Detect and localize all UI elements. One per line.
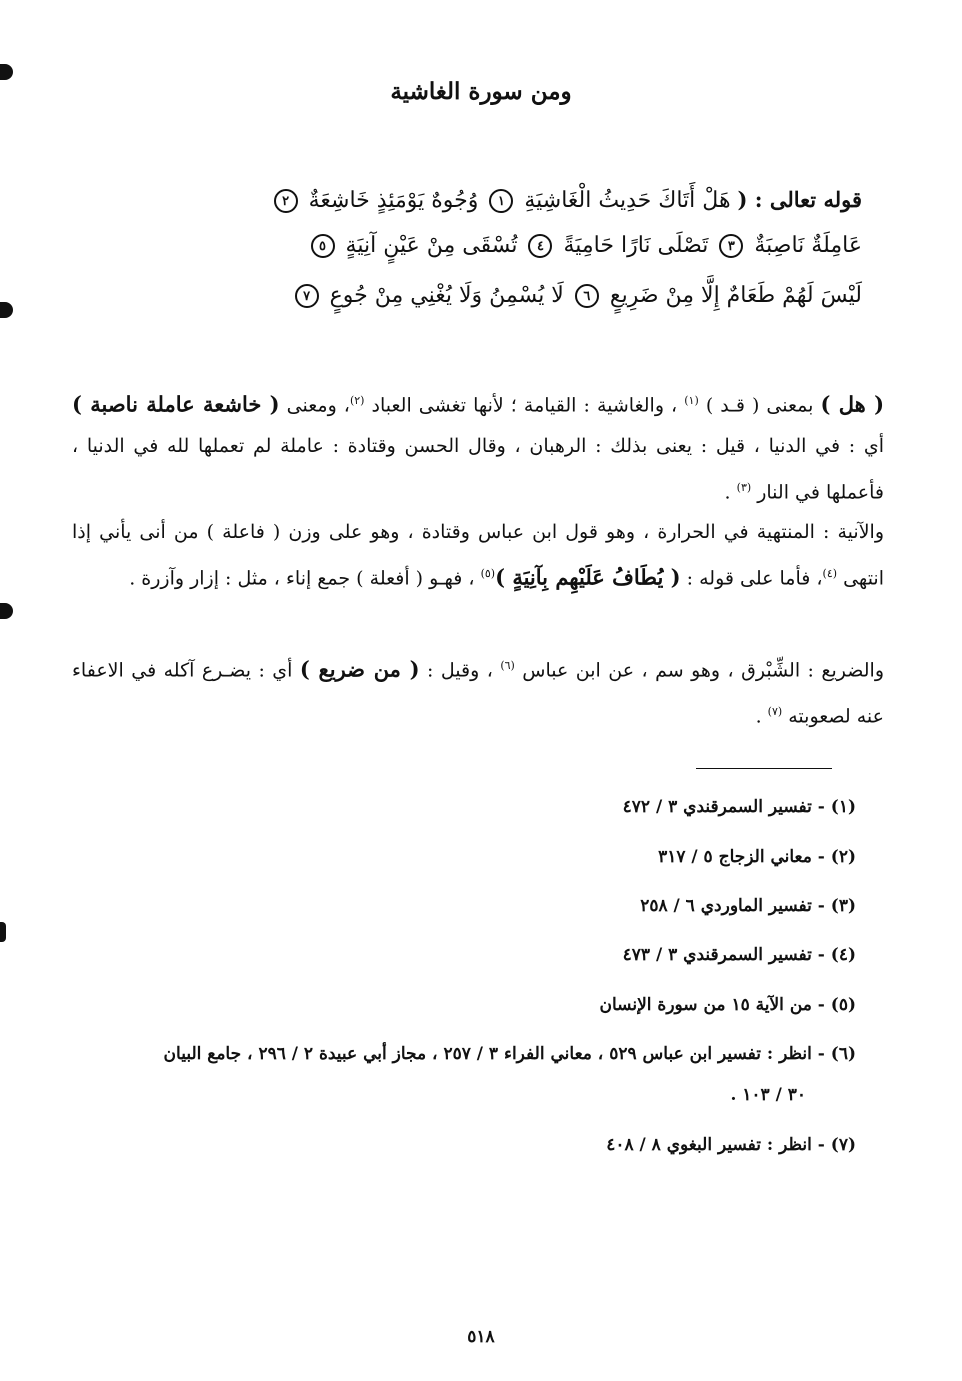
verse-text: وُجُوهٌ يَوْمَئِذٍ خَاشِعَةٌ (308, 188, 479, 213)
footnote-5 (66, 990, 856, 1020)
footnote-3 (66, 891, 856, 921)
footnote-ref: (٣) (736, 481, 752, 495)
footnote-ref: (٧) (767, 705, 783, 719)
quoted-term: ( خاشعة عاملة ناصبة ) (72, 391, 280, 417)
quoted-term: ( من ضريع ) (299, 656, 420, 682)
verse-number-4: ٤ (528, 234, 552, 258)
footnote-text: - تفسير السمرقندي ٣ / ٤٧٣ (622, 945, 825, 965)
verse-text: عَامِلَةٌ نَاصِبَةٌ (754, 233, 862, 258)
body-text: أي : في الدنيا ، قيل : يعنى بذلك : الرهبان ، وقال الحسن وقتادة : عاملة لم تعملها لله في الدنيا ، فأعملها في النار (72, 435, 884, 504)
footnote-text: - انظر : تفسير ابن عباس ٥٢٩ ، معاني الفراء ٣ / ٢٥٧ ، مجاز أبي عبيدة ٢ / ٢٩٦ ، جامع البيان (163, 1044, 825, 1064)
quoted-verse: ( يُطَافُ عَلَيْهِم بِآنِيَةٍ ) (495, 564, 681, 590)
verse-number-7: ٧ (295, 284, 319, 308)
body-text: والضريع : الشِّبْرق ، وهو سم ، عن ابن عباس (522, 659, 884, 682)
verse-text: لَيْسَ لَهُمْ طَعَامٌ إِلَّا مِنْ ضَرِيعٍ (609, 283, 862, 308)
verse-number-1: ١ (489, 189, 513, 213)
footnote-ref: (٥) (480, 567, 496, 580)
footnote-number: (٣) (830, 896, 856, 916)
verse-line-3 (291, 276, 862, 316)
scan-edge-mark (0, 922, 6, 942)
verse-number-6: ٦ (575, 284, 599, 308)
scan-edge-mark (0, 302, 13, 318)
footnote-number: (٤) (830, 945, 856, 965)
footnote-ref: (٤) (822, 567, 838, 580)
verse-number-2: ٢ (274, 189, 298, 213)
footnote-divider (696, 768, 832, 769)
verse-number-5: ٥ (311, 234, 335, 258)
footnote-6-continuation: ٣٠ / ١٠٣ . (730, 1085, 806, 1105)
footnote-ref: (٢) (349, 394, 365, 407)
footnote-7 (66, 1130, 856, 1160)
body-text: بمعنى ( قـد ) (705, 394, 814, 417)
body-text: ، فأما على قوله : (686, 567, 823, 590)
scan-edge-mark (0, 603, 13, 619)
page-number: ٥١٨ (467, 1327, 495, 1347)
verse-line-2 (307, 226, 862, 266)
footnote-ref: (٦) (500, 659, 515, 672)
body-text: ، وقيل : (427, 659, 493, 682)
footnote-text: - من الآية ١٥ من سورة الإنسان (599, 995, 825, 1015)
footnote-number: (٦) (830, 1044, 856, 1064)
footnote-number: (٥) (830, 995, 856, 1015)
verse-text: هَلْ أَتَاكَ حَدِيثُ الْغَاشِيَةِ (524, 188, 731, 213)
footnote-text: - تفسير الماوردي ٦ / ٢٥٨ (640, 896, 825, 916)
footnote-number: (٧) (830, 1135, 856, 1155)
footnote-ref: (١) (684, 394, 699, 407)
body-text: أي : يضـرع آكله في الاعفاء عنه لصعوبته (72, 659, 884, 728)
body-text: . (755, 705, 762, 728)
footnote-text: - معاني الزجاج ٥ / ٣١٧ (658, 847, 825, 867)
footnote-6 (66, 1039, 856, 1069)
verse-intro: قوله تعالى : ( (737, 187, 862, 212)
verse-text: تُسْقَى مِنْ عَيْنٍ آنِيَةٍ (345, 233, 518, 258)
footnote-2 (66, 842, 856, 872)
footnote-4 (66, 940, 856, 970)
paragraph-1 (72, 380, 884, 514)
page-heading: ومن سورة الغاشية (390, 78, 572, 105)
footnote-text: - انظر : تفسير البغوي ٨ / ٤٠٨ (606, 1135, 825, 1155)
footnote-1 (66, 792, 856, 822)
verse-text: تَصْلَى نَارًا حَامِيَةً (563, 233, 709, 258)
verse-text: لَا يُسْمِنُ وَلَا يُغْنِي مِنْ جُوعٍ (329, 283, 564, 308)
body-text: . (724, 481, 731, 504)
body-text: والآنية : المنتهية في الحرارة ، وهو قول ابن عباس وقتادة ، وهو على وزن ( فاعلة ) من أنى يأني إذا انتهى (72, 521, 884, 590)
body-text: ، ومعنى (286, 394, 350, 417)
footnote-text: - تفسير السمرقندي ٣ / ٤٧٢ (622, 797, 825, 817)
body-text: ، والغاشية : القيامة ؛ لأنها تغشى العباد (371, 394, 678, 417)
quoted-term: ( هل ) (820, 391, 885, 417)
footnote-number: (٢) (830, 847, 856, 867)
footnote-number: (١) (830, 797, 856, 817)
verse-line-1 (270, 180, 862, 220)
body-text: ، فهـو ( أفعلة ) جمع إناء ، مثل : إزار وآزرة . (129, 567, 475, 590)
paragraph-2 (72, 512, 884, 599)
verse-number-3: ٣ (719, 234, 743, 258)
paragraph-3 (72, 645, 884, 738)
